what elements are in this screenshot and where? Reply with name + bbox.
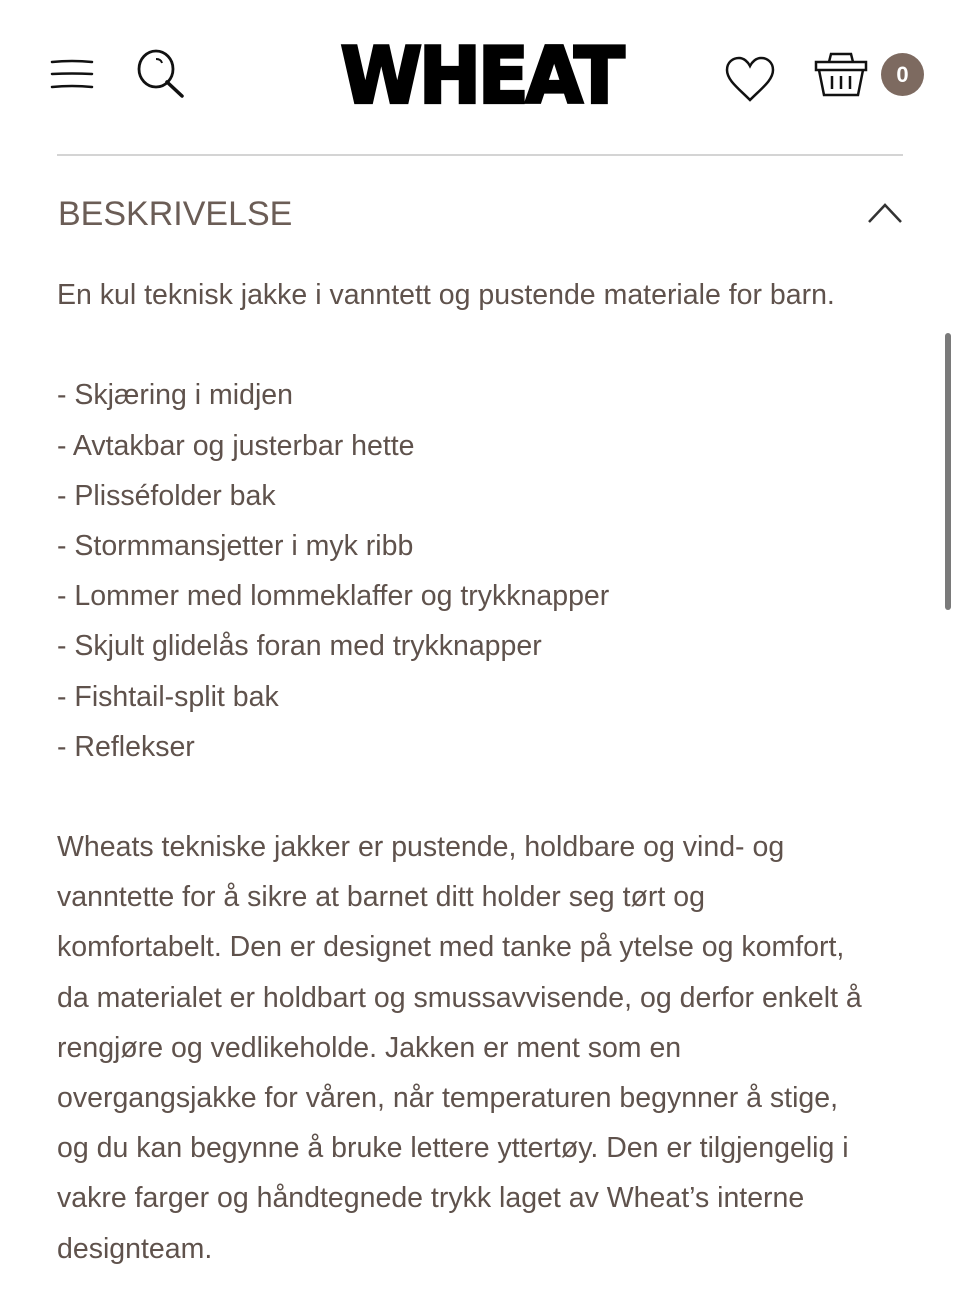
paragraph-line: rengjøre og vedlikeholde. Jakken er ment som en — [57, 1031, 682, 1064]
list-item: - Plisséfolder bak — [57, 479, 276, 512]
list-item: - Avtakbar og justerbar hette — [57, 429, 415, 462]
divider — [57, 154, 903, 156]
paragraph-line: vakre farger og håndtegnede trykk laget av Wheat’s interne — [57, 1182, 805, 1215]
list-item: - Skjæring i midjen — [57, 379, 293, 412]
list-item: - Lommer med lommeklaffer og trykknapper — [57, 580, 610, 613]
menu-icon[interactable] — [50, 57, 94, 91]
header — [0, 0, 960, 150]
list-item: - Fishtail-split bak — [57, 680, 279, 713]
list-item: - Reflekser — [57, 730, 195, 763]
description-content — [57, 270, 907, 1274]
cart-count-badge[interactable]: 0 — [881, 53, 924, 96]
list-item: - Stormmansjetter i myk ribb — [57, 529, 414, 562]
paragraph-line: vanntette for å sikre at barnet ditt holder seg tørt og — [57, 881, 705, 914]
scrollbar[interactable] — [945, 333, 951, 610]
list-item: - Skjult glidelås foran med trykknapper — [57, 630, 542, 663]
description-paragraph — [57, 822, 907, 1274]
paragraph-line: da materialet er holdbart og smussavvisende, og derfor enkelt å — [57, 981, 862, 1014]
paragraph-line: designteam. — [57, 1232, 213, 1265]
feature-list — [57, 370, 907, 772]
search-icon[interactable] — [135, 48, 187, 100]
paragraph-line: og du kan begynne å bruke lettere yttertøy. Den er tilgjengelig i — [57, 1132, 849, 1165]
heart-icon[interactable] — [724, 56, 776, 104]
paragraph-line: komfortabelt. Den er designet med tanke på ytelse og komfort, — [57, 931, 845, 964]
wheat-logo[interactable]: WHEAT — [340, 30, 622, 122]
intro-text: En kul teknisk jakke i vanntett og pustende materiale for barn. — [57, 279, 835, 311]
section-title[interactable]: BESKRIVELSE — [58, 195, 293, 233]
paragraph-line: overgangsjakke for våren, når temperaturen begynner å stige, — [57, 1082, 839, 1114]
chevron-up-icon[interactable] — [866, 198, 904, 226]
basket-icon[interactable] — [813, 50, 869, 100]
paragraph-line: Wheats tekniske jakker er pustende, holdbare og vind- og — [57, 831, 785, 864]
